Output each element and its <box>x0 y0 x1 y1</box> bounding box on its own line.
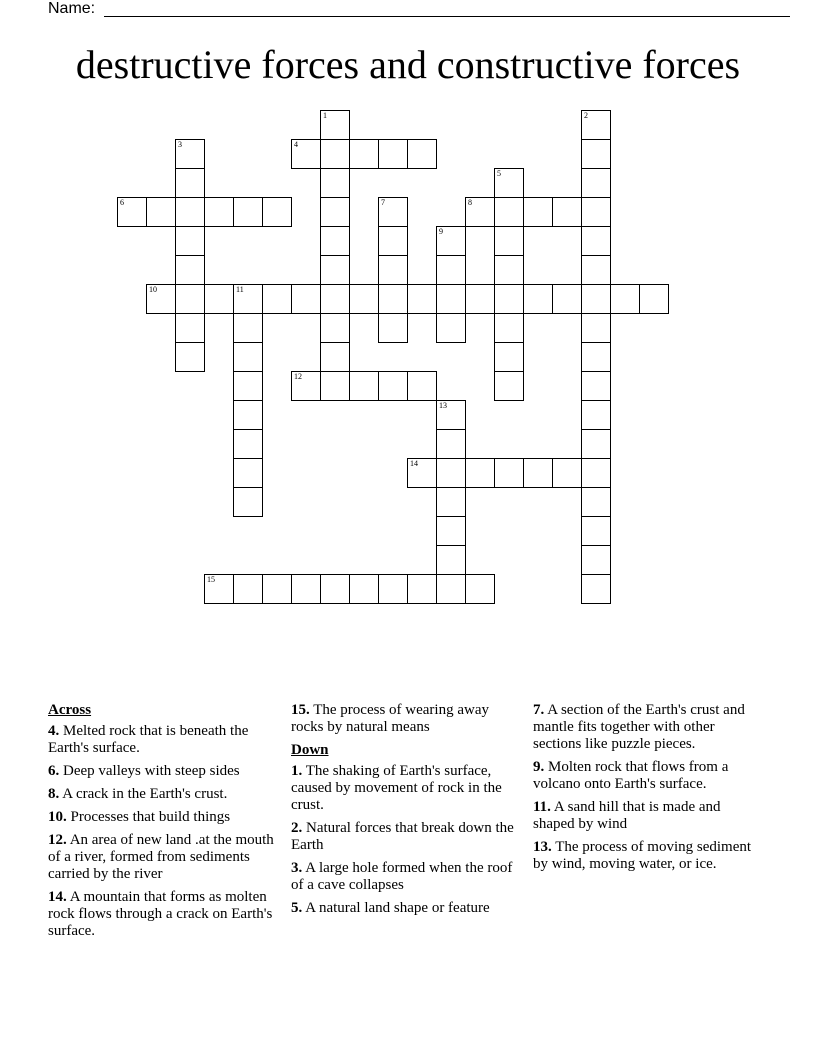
clue-down-3 <box>291 860 519 894</box>
clue-text: A sand hill that is made and shaped by wind <box>533 799 721 832</box>
clue-number: 15. <box>291 702 310 718</box>
clue-text: A mountain that forms as molten rock flows through a crack on Earth's surface. <box>48 889 273 939</box>
grid-cell[interactable] <box>320 371 350 401</box>
grid-cell[interactable] <box>407 284 437 314</box>
grid-cell[interactable] <box>320 574 350 604</box>
grid-cell[interactable] <box>436 458 466 488</box>
clue-number: 3. <box>291 860 303 876</box>
grid-cell[interactable] <box>233 197 263 227</box>
grid-cell[interactable] <box>349 371 379 401</box>
clue-number-label: 6 <box>120 198 124 207</box>
grid-cell[interactable] <box>465 574 495 604</box>
grid-cell[interactable] <box>378 197 408 227</box>
grid-cell[interactable] <box>494 313 524 343</box>
clue-number: 5. <box>291 900 303 916</box>
clue-text: A section of the Earth's crust and mantle fits together with other sections like puzzle pieces. <box>533 702 745 752</box>
grid-cell[interactable] <box>436 255 466 285</box>
grid-cell[interactable] <box>436 226 466 256</box>
clue-number-label: 9 <box>439 227 443 236</box>
grid-cell[interactable] <box>117 197 147 227</box>
clue-text: Molten rock that flows from a volcano onto Earth's surface. <box>533 759 729 792</box>
grid-cell[interactable] <box>175 255 205 285</box>
grid-cell[interactable] <box>407 458 437 488</box>
clues-column-1 <box>48 702 276 946</box>
grid-cell[interactable] <box>523 284 553 314</box>
grid-cell[interactable] <box>581 516 611 546</box>
grid-cell[interactable] <box>291 574 321 604</box>
clue-number-label: 1 <box>323 111 327 120</box>
grid-cell[interactable] <box>320 284 350 314</box>
clue-number-label: 13 <box>439 401 447 410</box>
clue-number-label: 5 <box>497 169 501 178</box>
grid-cell[interactable] <box>436 284 466 314</box>
clue-number: 1. <box>291 763 303 779</box>
grid-cell[interactable] <box>436 516 466 546</box>
clue-down-5 <box>291 900 519 917</box>
grid-cell[interactable] <box>349 284 379 314</box>
clue-number: 2. <box>291 820 303 836</box>
grid-cell[interactable] <box>175 313 205 343</box>
grid-cell[interactable] <box>639 284 669 314</box>
grid-cell[interactable] <box>204 197 234 227</box>
clue-text: Melted rock that is beneath the Earth's surface. <box>48 723 249 756</box>
clue-number: 12. <box>48 832 67 848</box>
clue-number-label: 14 <box>410 459 418 468</box>
clue-number-label: 2 <box>584 111 588 120</box>
grid-cell[interactable] <box>581 284 611 314</box>
grid-cell[interactable] <box>233 371 263 401</box>
grid-cell[interactable] <box>407 574 437 604</box>
clue-across-6 <box>48 763 276 780</box>
grid-cell[interactable] <box>233 487 263 517</box>
grid-cell[interactable] <box>146 284 176 314</box>
grid-cell[interactable] <box>465 284 495 314</box>
grid-cell[interactable] <box>320 255 350 285</box>
grid-cell[interactable] <box>233 574 263 604</box>
grid-cell[interactable] <box>494 342 524 372</box>
grid-cell[interactable] <box>523 458 553 488</box>
clue-number: 11. <box>533 799 551 815</box>
grid-cell[interactable] <box>581 458 611 488</box>
clue-text: The shaking of Earth's surface, caused by movement of rock in the crust. <box>291 763 502 813</box>
clue-text: An area of new land .at the mouth of a river, formed from sediments carried by the river <box>48 832 274 882</box>
across-heading: Across <box>48 702 92 718</box>
grid-cell[interactable] <box>175 197 205 227</box>
grid-cell[interactable] <box>204 284 234 314</box>
clue-number: 7. <box>533 702 545 718</box>
clue-number: 6. <box>48 763 60 779</box>
grid-cell[interactable] <box>378 139 408 169</box>
clue-down-9 <box>533 759 761 793</box>
clue-text: The process of wearing away rocks by natural means <box>291 702 489 735</box>
grid-cell[interactable] <box>581 545 611 575</box>
grid-cell[interactable] <box>494 168 524 198</box>
grid-cell[interactable] <box>581 168 611 198</box>
grid-cell[interactable] <box>581 429 611 459</box>
grid-cell[interactable] <box>175 342 205 372</box>
grid-cell[interactable] <box>146 197 176 227</box>
grid-cell[interactable] <box>175 168 205 198</box>
grid-cell[interactable] <box>494 226 524 256</box>
clue-down-13 <box>533 839 761 873</box>
clue-number: 8. <box>48 786 60 802</box>
grid-cell[interactable] <box>262 284 292 314</box>
grid-cell[interactable] <box>465 458 495 488</box>
grid-cell[interactable] <box>581 226 611 256</box>
grid-cell[interactable] <box>378 284 408 314</box>
clue-text: A crack in the Earth's crust. <box>62 786 228 802</box>
grid-cell[interactable] <box>581 574 611 604</box>
grid-cell[interactable] <box>552 197 582 227</box>
clue-across-8 <box>48 786 276 803</box>
grid-cell[interactable] <box>407 139 437 169</box>
grid-cell[interactable] <box>436 429 466 459</box>
grid-cell[interactable] <box>175 226 205 256</box>
clue-text: Deep valleys with steep sides <box>63 763 240 779</box>
grid-cell[interactable] <box>436 313 466 343</box>
grid-cell[interactable] <box>581 313 611 343</box>
grid-cell[interactable] <box>291 139 321 169</box>
grid-cell[interactable] <box>233 458 263 488</box>
grid-cell[interactable] <box>320 226 350 256</box>
clue-across-12 <box>48 832 276 883</box>
grid-cell[interactable] <box>523 197 553 227</box>
grid-cell[interactable] <box>175 139 205 169</box>
grid-cell[interactable] <box>407 371 437 401</box>
grid-cell[interactable] <box>494 197 524 227</box>
grid-cell[interactable] <box>494 371 524 401</box>
grid-cell[interactable] <box>320 139 350 169</box>
grid-cell[interactable] <box>320 342 350 372</box>
grid-cell[interactable] <box>320 110 350 140</box>
grid-cell[interactable] <box>465 197 495 227</box>
grid-cell[interactable] <box>436 400 466 430</box>
clue-across-10 <box>48 809 276 826</box>
grid-cell[interactable] <box>581 110 611 140</box>
grid-cell[interactable] <box>291 284 321 314</box>
clues-column-2 <box>291 702 519 923</box>
page-title: destructive forces and constructive forces <box>75 42 741 87</box>
clue-number-label: 15 <box>207 575 215 584</box>
clue-number: 10. <box>48 809 67 825</box>
grid-cell[interactable] <box>581 255 611 285</box>
grid-cell[interactable] <box>581 197 611 227</box>
grid-cell[interactable] <box>233 429 263 459</box>
clue-down-7 <box>533 702 761 753</box>
grid-cell[interactable] <box>233 284 263 314</box>
grid-cell[interactable] <box>233 342 263 372</box>
grid-cell[interactable] <box>320 313 350 343</box>
clue-number: 13. <box>533 839 552 855</box>
grid-cell[interactable] <box>552 458 582 488</box>
grid-cell[interactable] <box>349 574 379 604</box>
clue-text: Processes that build things <box>70 809 231 825</box>
grid-cell[interactable] <box>175 284 205 314</box>
clue-number-label: 12 <box>294 372 302 381</box>
clue-text: A large hole formed when the roof of a cave collapses <box>291 860 513 893</box>
grid-cell[interactable] <box>494 255 524 285</box>
clue-number: 4. <box>48 723 60 739</box>
grid-cell[interactable] <box>581 400 611 430</box>
grid-cell[interactable] <box>378 255 408 285</box>
grid-cell[interactable] <box>552 284 582 314</box>
clue-down-11 <box>533 799 761 833</box>
grid-cell[interactable] <box>233 400 263 430</box>
grid-cell[interactable] <box>581 342 611 372</box>
grid-cell[interactable] <box>581 487 611 517</box>
grid-cell[interactable] <box>320 168 350 198</box>
clue-text: Natural forces that break down the Earth <box>291 820 514 853</box>
grid-cell[interactable] <box>233 313 263 343</box>
grid-cell[interactable] <box>581 371 611 401</box>
clue-number-label: 8 <box>468 198 472 207</box>
grid-cell[interactable] <box>204 574 234 604</box>
clue-text: The process of moving sediment by wind, moving water, or ice. <box>533 839 752 872</box>
clue-text: A natural land shape or feature <box>305 900 490 916</box>
name-label: Name: <box>48 0 96 17</box>
clue-down-1 <box>291 763 519 814</box>
grid-cell[interactable] <box>610 284 640 314</box>
grid-cell[interactable] <box>262 574 292 604</box>
grid-cell[interactable] <box>320 197 350 227</box>
clue-number: 9. <box>533 759 545 775</box>
clue-across-15 <box>291 702 519 736</box>
grid-cell[interactable] <box>349 139 379 169</box>
grid-cell[interactable] <box>378 313 408 343</box>
grid-cell[interactable] <box>436 545 466 575</box>
grid-cell[interactable] <box>436 487 466 517</box>
clue-number: 14. <box>48 889 67 905</box>
down-heading: Down <box>291 742 329 758</box>
grid-cell[interactable] <box>291 371 321 401</box>
grid-cell[interactable] <box>494 284 524 314</box>
clue-across-4 <box>48 723 276 757</box>
clue-across-14 <box>48 889 276 940</box>
clue-number-label: 3 <box>178 140 182 149</box>
grid-cell[interactable] <box>494 458 524 488</box>
grid-cell[interactable] <box>378 371 408 401</box>
clues-column-3 <box>533 702 761 879</box>
grid-cell[interactable] <box>581 139 611 169</box>
clue-number-label: 7 <box>381 198 385 207</box>
grid-cell[interactable] <box>262 197 292 227</box>
clue-down-2 <box>291 820 519 854</box>
clue-number-label: 11 <box>236 285 244 294</box>
clue-number-label: 4 <box>294 140 298 149</box>
grid-cell[interactable] <box>378 226 408 256</box>
grid-cell[interactable] <box>436 574 466 604</box>
grid-cell[interactable] <box>378 574 408 604</box>
clue-number-label: 10 <box>149 285 157 294</box>
